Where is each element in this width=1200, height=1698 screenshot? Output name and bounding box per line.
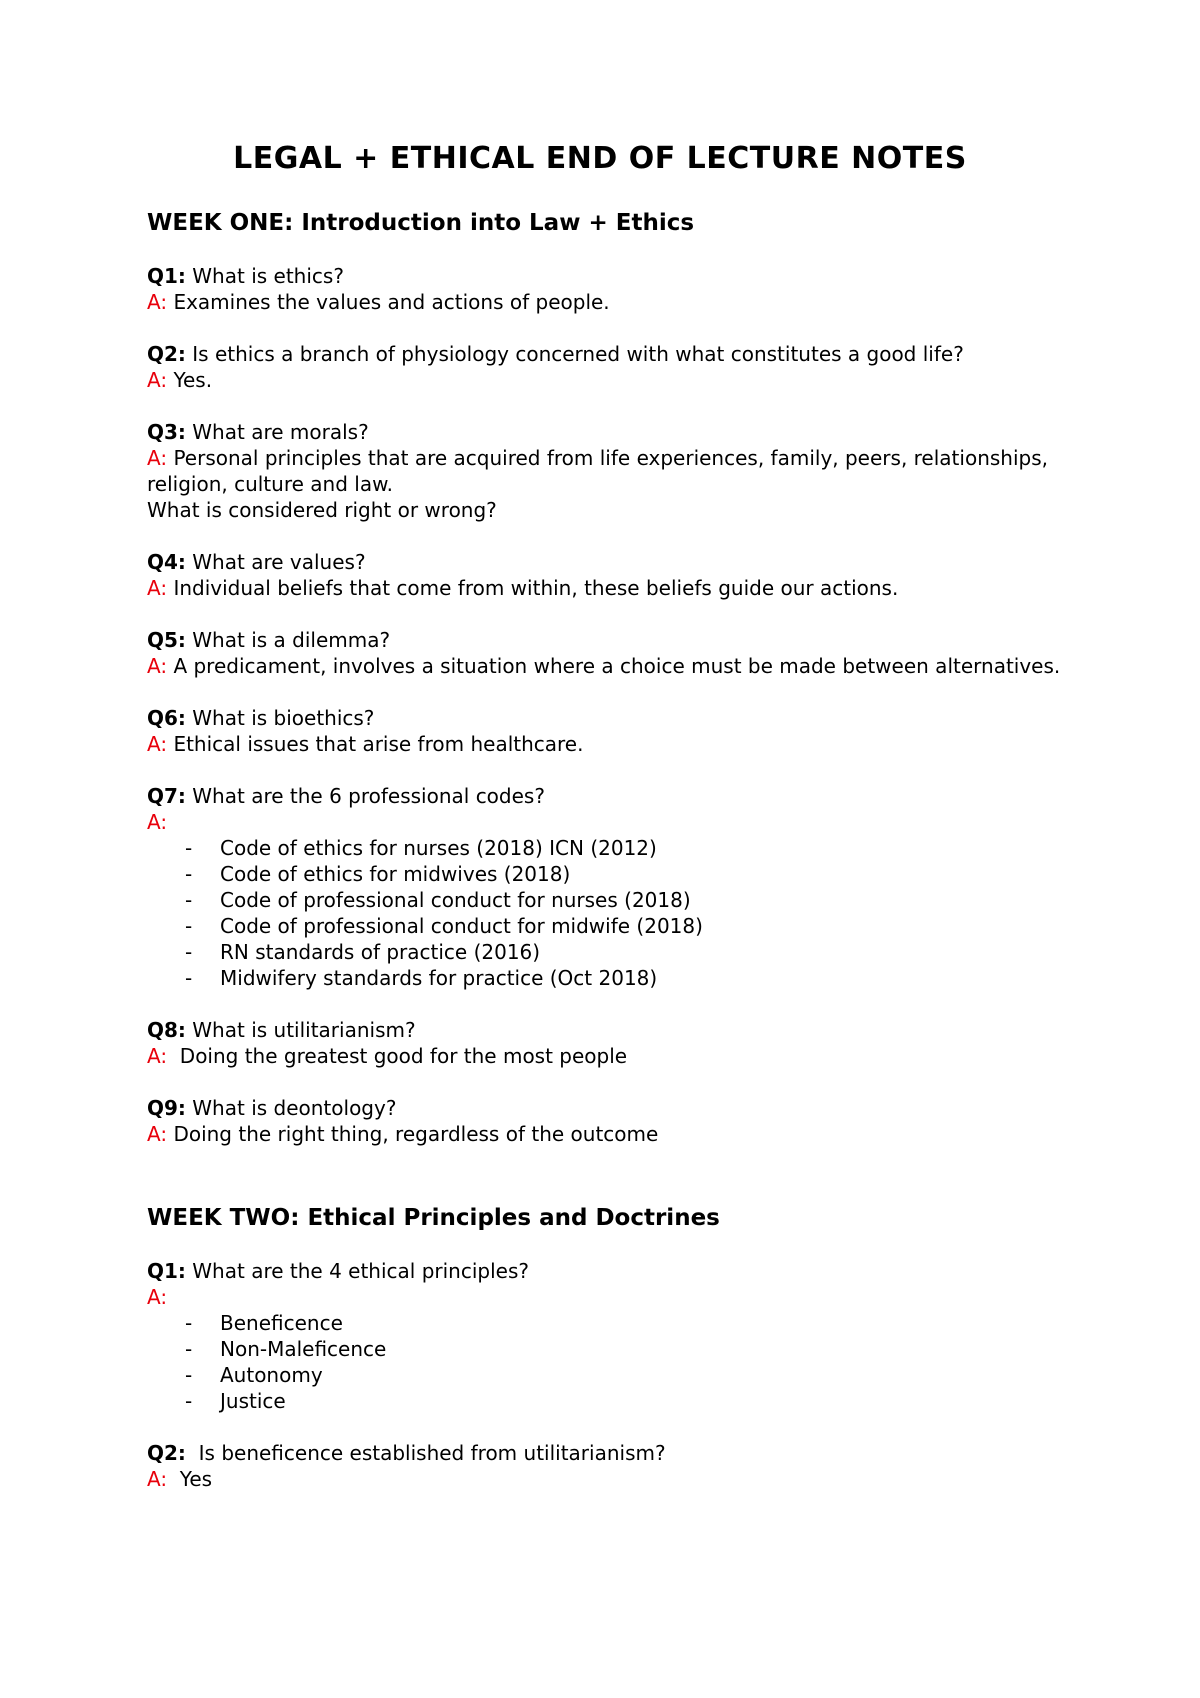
week-one-section <box>147 208 1080 1147</box>
list-item: - Code of professional conduct for nurses (2018) <box>185 887 1080 913</box>
question-line <box>147 1017 1080 1043</box>
answer-label: A: <box>147 290 168 314</box>
answer-label: A: <box>147 1285 168 1309</box>
qa-item <box>147 1258 1080 1414</box>
section-heading <box>147 208 1080 238</box>
list-item: - Code of ethics for midwives (2018) <box>185 861 1080 887</box>
answer-line <box>147 289 1080 315</box>
question-label: Q2: <box>147 1441 186 1465</box>
answer-list <box>147 1310 1080 1414</box>
question-text: What are the 4 ethical principles? <box>192 1259 529 1283</box>
question-text: What is bioethics? <box>192 706 375 730</box>
section-spacer <box>147 1173 1080 1203</box>
answer-text: Doing the right thing, regardless of the outcome <box>173 1122 659 1146</box>
qa-item <box>147 549 1080 601</box>
question-line <box>147 419 1080 445</box>
question-label: Q6: <box>147 706 186 730</box>
list-item: - Non-Maleficence <box>185 1336 1080 1362</box>
answer-list <box>147 835 1080 991</box>
answer-text: Personal principles that are acquired from life experiences, family, peers, relationships, religion, culture and law. <box>147 446 1048 496</box>
answer-line <box>147 1466 1080 1492</box>
question-text: What is utilitarianism? <box>192 1018 416 1042</box>
question-line <box>147 1440 1080 1466</box>
answer-label: A: <box>147 654 168 678</box>
question-line <box>147 341 1080 367</box>
question-label: Q2: <box>147 342 186 366</box>
answer-line <box>147 1121 1080 1147</box>
answer-text: Examines the values and actions of people. <box>173 290 610 314</box>
answer-label: A: <box>147 1467 168 1491</box>
answer-line <box>147 809 1080 835</box>
qa-item <box>147 783 1080 991</box>
question-label: Q4: <box>147 550 186 574</box>
qa-item <box>147 1095 1080 1147</box>
list-item: - Beneficence <box>185 1310 1080 1336</box>
answer-label: A: <box>147 1122 168 1146</box>
answer-label: A: <box>147 1044 168 1068</box>
answer-line <box>147 445 1080 497</box>
question-label: Q5: <box>147 628 186 652</box>
qa-item <box>147 263 1080 315</box>
question-label: Q9: <box>147 1096 186 1120</box>
answer-text: Doing the greatest good for the most people <box>179 1044 628 1068</box>
qa-item <box>147 1440 1080 1492</box>
list-item: - Midwifery standards for practice (Oct 2018) <box>185 965 1080 991</box>
answer-text: Ethical issues that arise from healthcare. <box>173 732 584 756</box>
qa-item <box>147 705 1080 757</box>
answer-label: A: <box>147 810 168 834</box>
question-label: Q1: <box>147 1259 186 1283</box>
question-line <box>147 627 1080 653</box>
question-line <box>147 263 1080 289</box>
section-heading <box>147 1203 1080 1233</box>
answer-line <box>147 731 1080 757</box>
week-two-section <box>147 1203 1080 1492</box>
section-heading-text: Ethical Principles and Doctrines <box>307 1205 720 1231</box>
question-text: What are morals? <box>192 420 369 444</box>
question-text: What are values? <box>192 550 366 574</box>
answer-line <box>147 1043 1080 1069</box>
document-title: LEGAL + ETHICAL END OF LECTURE NOTES <box>233 141 967 176</box>
answer-label: A: <box>147 368 168 392</box>
answer-line <box>147 653 1080 679</box>
answer-extra-line: What is considered right or wrong? <box>147 498 497 522</box>
section-heading-prefix: WEEK TWO: <box>147 1205 300 1231</box>
question-text: Is beneficence established from utilitarianism? <box>198 1441 666 1465</box>
answer-text: Yes <box>179 1467 213 1491</box>
question-label: Q1: <box>147 264 186 288</box>
answer-line <box>147 575 1080 601</box>
question-text: What is ethics? <box>192 264 344 288</box>
question-text: What is deontology? <box>192 1096 397 1120</box>
section-heading-prefix: WEEK ONE: <box>147 210 294 236</box>
question-text: Is ethics a branch of physiology concerned with what constitutes a good life? <box>192 342 964 366</box>
qa-item <box>147 341 1080 393</box>
answer-label: A: <box>147 732 168 756</box>
answer-label: A: <box>147 446 168 470</box>
answer-text: A predicament, involves a situation where a choice must be made between alternatives. <box>173 654 1061 678</box>
section-heading-text: Introduction into Law + Ethics <box>301 210 695 236</box>
question-label: Q8: <box>147 1018 186 1042</box>
qa-item <box>147 627 1080 679</box>
list-item: - RN standards of practice (2016) <box>185 939 1080 965</box>
answer-line <box>147 1284 1080 1310</box>
list-item: - Code of ethics for nurses (2018) ICN (2012) <box>185 835 1080 861</box>
question-label: Q3: <box>147 420 186 444</box>
list-item: - Justice <box>185 1388 1080 1414</box>
question-text: What is a dilemma? <box>192 628 391 652</box>
question-line <box>147 1258 1080 1284</box>
answer-text: Individual beliefs that come from within, these beliefs guide our actions. <box>173 576 899 600</box>
question-label: Q7: <box>147 784 186 808</box>
question-text: What are the 6 professional codes? <box>192 784 545 808</box>
question-line <box>147 705 1080 731</box>
answer-label: A: <box>147 576 168 600</box>
qa-item <box>147 419 1080 523</box>
list-item: - Autonomy <box>185 1362 1080 1388</box>
question-line <box>147 783 1080 809</box>
question-line <box>147 549 1080 575</box>
list-item: - Code of professional conduct for midwife (2018) <box>185 913 1080 939</box>
qa-item <box>147 1017 1080 1069</box>
answer-line <box>147 367 1080 393</box>
question-line <box>147 1095 1080 1121</box>
answer-text: Yes. <box>173 368 213 392</box>
